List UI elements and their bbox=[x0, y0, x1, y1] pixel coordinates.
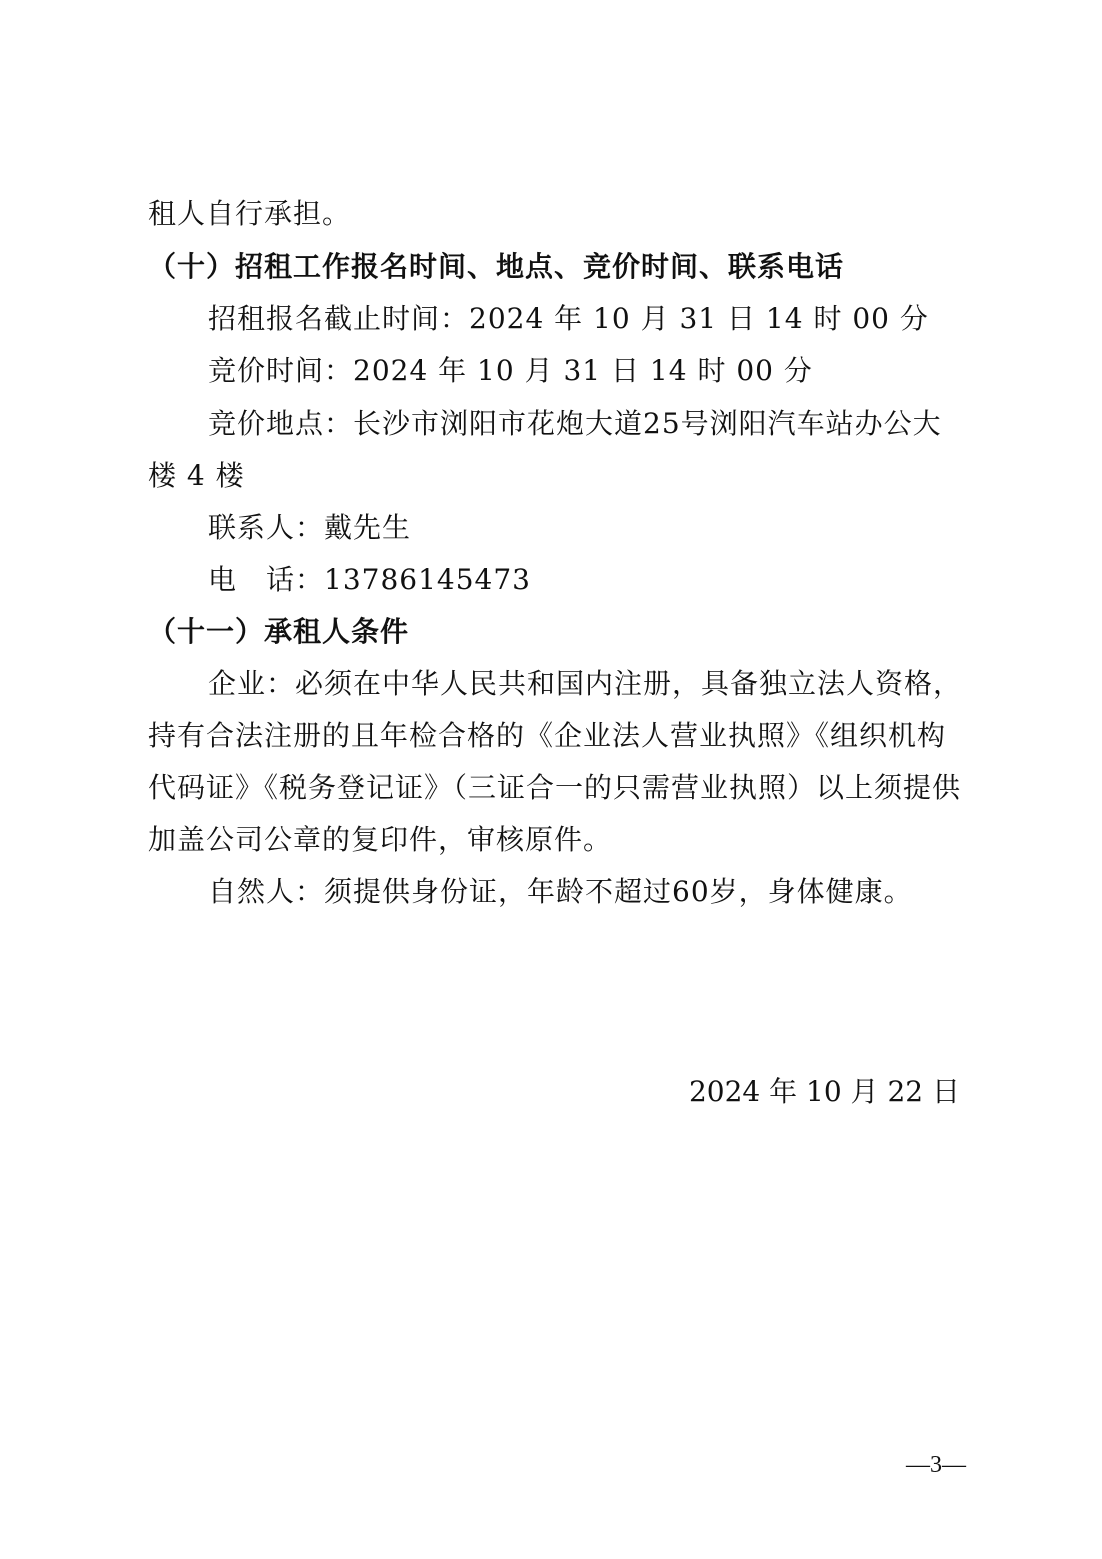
section-heading-lessee-conditions: （十一）承租人条件 bbox=[148, 615, 410, 648]
bidding-location: 竞价地点：长沙市浏阳市花炮大道25号浏阳汽车站办公大 bbox=[208, 407, 942, 440]
page-number: —3— bbox=[906, 1452, 966, 1478]
enterprise-condition-line-4: 加盖公司公章的复印件，审核原件。 bbox=[148, 823, 613, 856]
registration-deadline: 招租报名截止时间：2024 年 10 月 31 日 14 时 00 分 bbox=[208, 302, 929, 335]
paragraph-line: 租人自行承担。 bbox=[148, 197, 352, 230]
document-date: 2024 年 10 月 22 日 bbox=[688, 1075, 960, 1108]
contact-person: 联系人：戴先生 bbox=[208, 511, 412, 544]
section-heading-registration: （十）招租工作报名时间、地点、竞价时间、联系电话 bbox=[148, 250, 845, 283]
bidding-location-continued: 楼 4 楼 bbox=[148, 459, 245, 492]
enterprise-condition-line-3: 代码证》《税务登记证》（三证合一的只需营业执照）以上须提供 bbox=[148, 771, 962, 804]
enterprise-condition-line-2: 持有合法注册的且年检合格的《企业法人营业执照》《组织机构 bbox=[148, 719, 947, 752]
bidding-time: 竞价时间：2024 年 10 月 31 日 14 时 00 分 bbox=[208, 354, 813, 387]
enterprise-condition-line-1: 企业：必须在中华人民共和国内注册，具备独立法人资格， bbox=[208, 667, 963, 700]
contact-phone: 电 话：13786145473 bbox=[208, 563, 531, 596]
natural-person-condition: 自然人：须提供身份证，年龄不超过60岁，身体健康。 bbox=[208, 875, 913, 908]
